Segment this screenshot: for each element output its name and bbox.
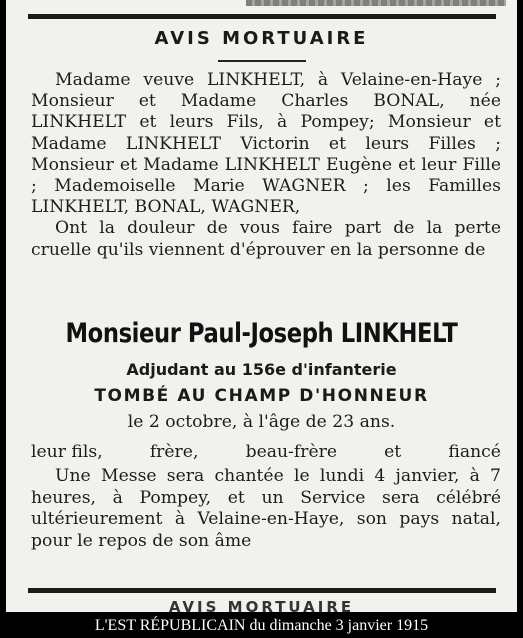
relation-word: et	[384, 442, 402, 462]
notice-heading: AVIS MORTUAIRE	[154, 28, 369, 49]
family-paragraph: Madame veuve LINKHELT, à Velaine-en-Haye ; Monsieur et Madame Charles BONAL, née LINKHELT et leurs Fils, à Pompey; Monsieur et Madame LINKHELT Victorin et leurs Filles ; Monsieur et Madame LINKHELT Eugène et leur Fille ; Mademoiselle Marie WAGNER ; les Familles LINKHELT, BONAL, WAGNER,	[31, 70, 501, 218]
relation-word: beau-frère	[245, 442, 337, 462]
deceased-rank: Adjudant au 156e d'infanterie	[126, 360, 397, 379]
notice-body	[31, 70, 501, 261]
grief-paragraph: Ont la douleur de vous faire part de la perte cruelle qu'ils viennent d'éprouver en la personne de	[31, 218, 501, 260]
messe-paragraph: Une Messe sera chantée le lundi 4 janvier, à 7 heures, à Pompey, et un Service sera célébré ultérieurement à Velaine-en-Haye, son pays natal, pour le repos de son âme	[31, 466, 501, 551]
source-caption: L'EST RÉPUBLICAIN du dimanche 3 janvier 1915	[0, 614, 523, 638]
next-notice-heading: AVIS MORTUAIRE	[168, 598, 355, 612]
deceased-name: Monsieur Paul-Joseph LINKHELT	[65, 318, 458, 349]
relation-line	[31, 442, 501, 462]
relation-word: fiancé	[448, 442, 501, 462]
relation-word: frère,	[149, 442, 199, 462]
date-line: le 2 octobre, à l'âge de 23 ans.	[127, 412, 396, 432]
messe-block	[31, 466, 501, 552]
top-divider	[28, 14, 496, 19]
previous-article-edge	[246, 0, 506, 6]
newspaper-clipping	[6, 0, 517, 612]
heading-underline	[218, 60, 306, 62]
tombe-line: TOMBÉ AU CHAMP D'HONNEUR	[94, 386, 429, 406]
bottom-divider	[28, 588, 496, 593]
relation-word: leur fils,	[31, 442, 103, 462]
